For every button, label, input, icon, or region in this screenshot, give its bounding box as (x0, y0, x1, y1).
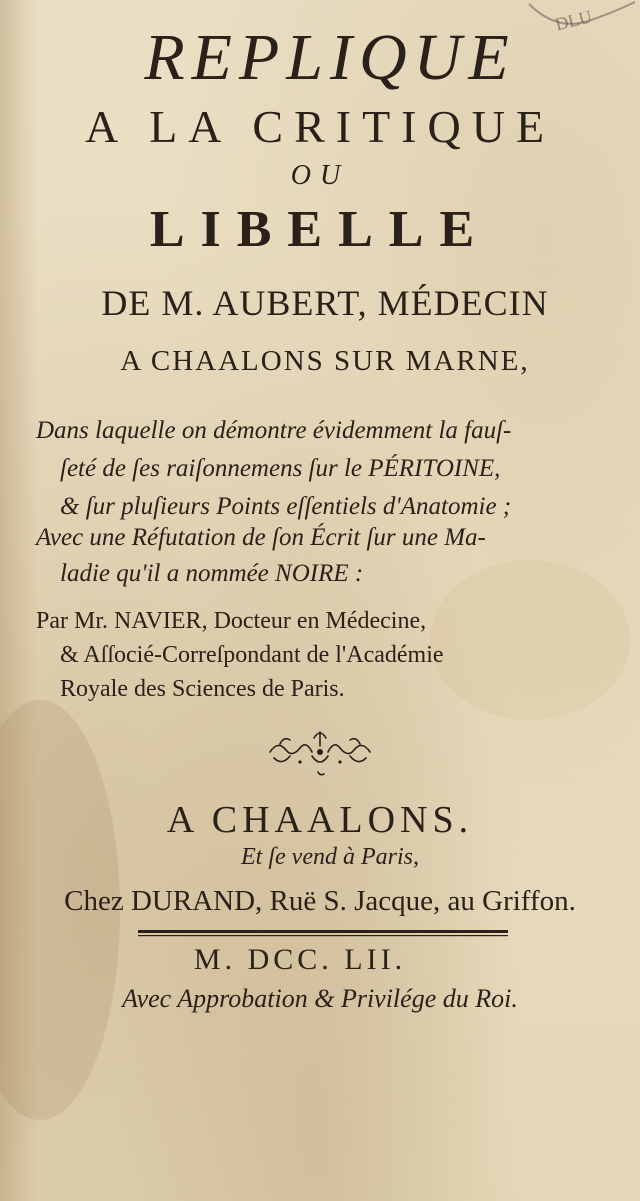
printers-ornament-icon (260, 722, 380, 782)
description-line: ſeté de ſes raiſonnemens ſur le PÉRITOINE, (60, 455, 501, 482)
refutation-paragraph (36, 520, 486, 592)
imprint-date: M. DCC. LII. (193, 943, 407, 976)
author-paragraph (36, 604, 444, 706)
title-ou: OU (290, 160, 350, 191)
imprint-sold-in: Et ſe vend à Paris, (241, 844, 419, 870)
imprint-publisher: Chez DURAND, Ruë S. Jacque, au Griffon. (64, 885, 576, 917)
description-paragraph (36, 412, 511, 526)
title-replique: REPLIQUE (144, 21, 516, 94)
stamp-lettering: DLU (553, 6, 594, 35)
author-line: Par Mr. NAVIER, Docteur en Médecine, (36, 608, 427, 634)
imprint-city: A CHAALONS. (166, 799, 474, 841)
title-de-m-aubert: DE M. AUBERT, MÉDECIN (101, 283, 549, 323)
title-chaalons-sur-marne: A CHAALONS SUR MARNE, (120, 345, 530, 377)
author-line: Royale des Sciences de Paris. (60, 676, 345, 702)
title-libelle: LIBELLE (149, 201, 491, 258)
description-line: & ſur pluſieurs Points eſſentiels d'Anatomie ; (60, 493, 512, 520)
imprint-approbation: Avec Approbation & Privilége du Roi. (122, 984, 518, 1013)
refutation-line: ladie qu'il a nommée NOIRE : (60, 560, 364, 587)
title-a-la-critique: A LA CRITIQUE (84, 101, 556, 152)
description-line: Dans laquelle on démontre évidemment la fauſ- (36, 417, 512, 444)
refutation-line: Avec une Réfutation de ſon Écrit ſur une Ma- (36, 524, 486, 551)
author-line: & Aſſocié-Correſpondant de l'Académie (60, 642, 444, 668)
double-rule-divider (138, 929, 508, 939)
